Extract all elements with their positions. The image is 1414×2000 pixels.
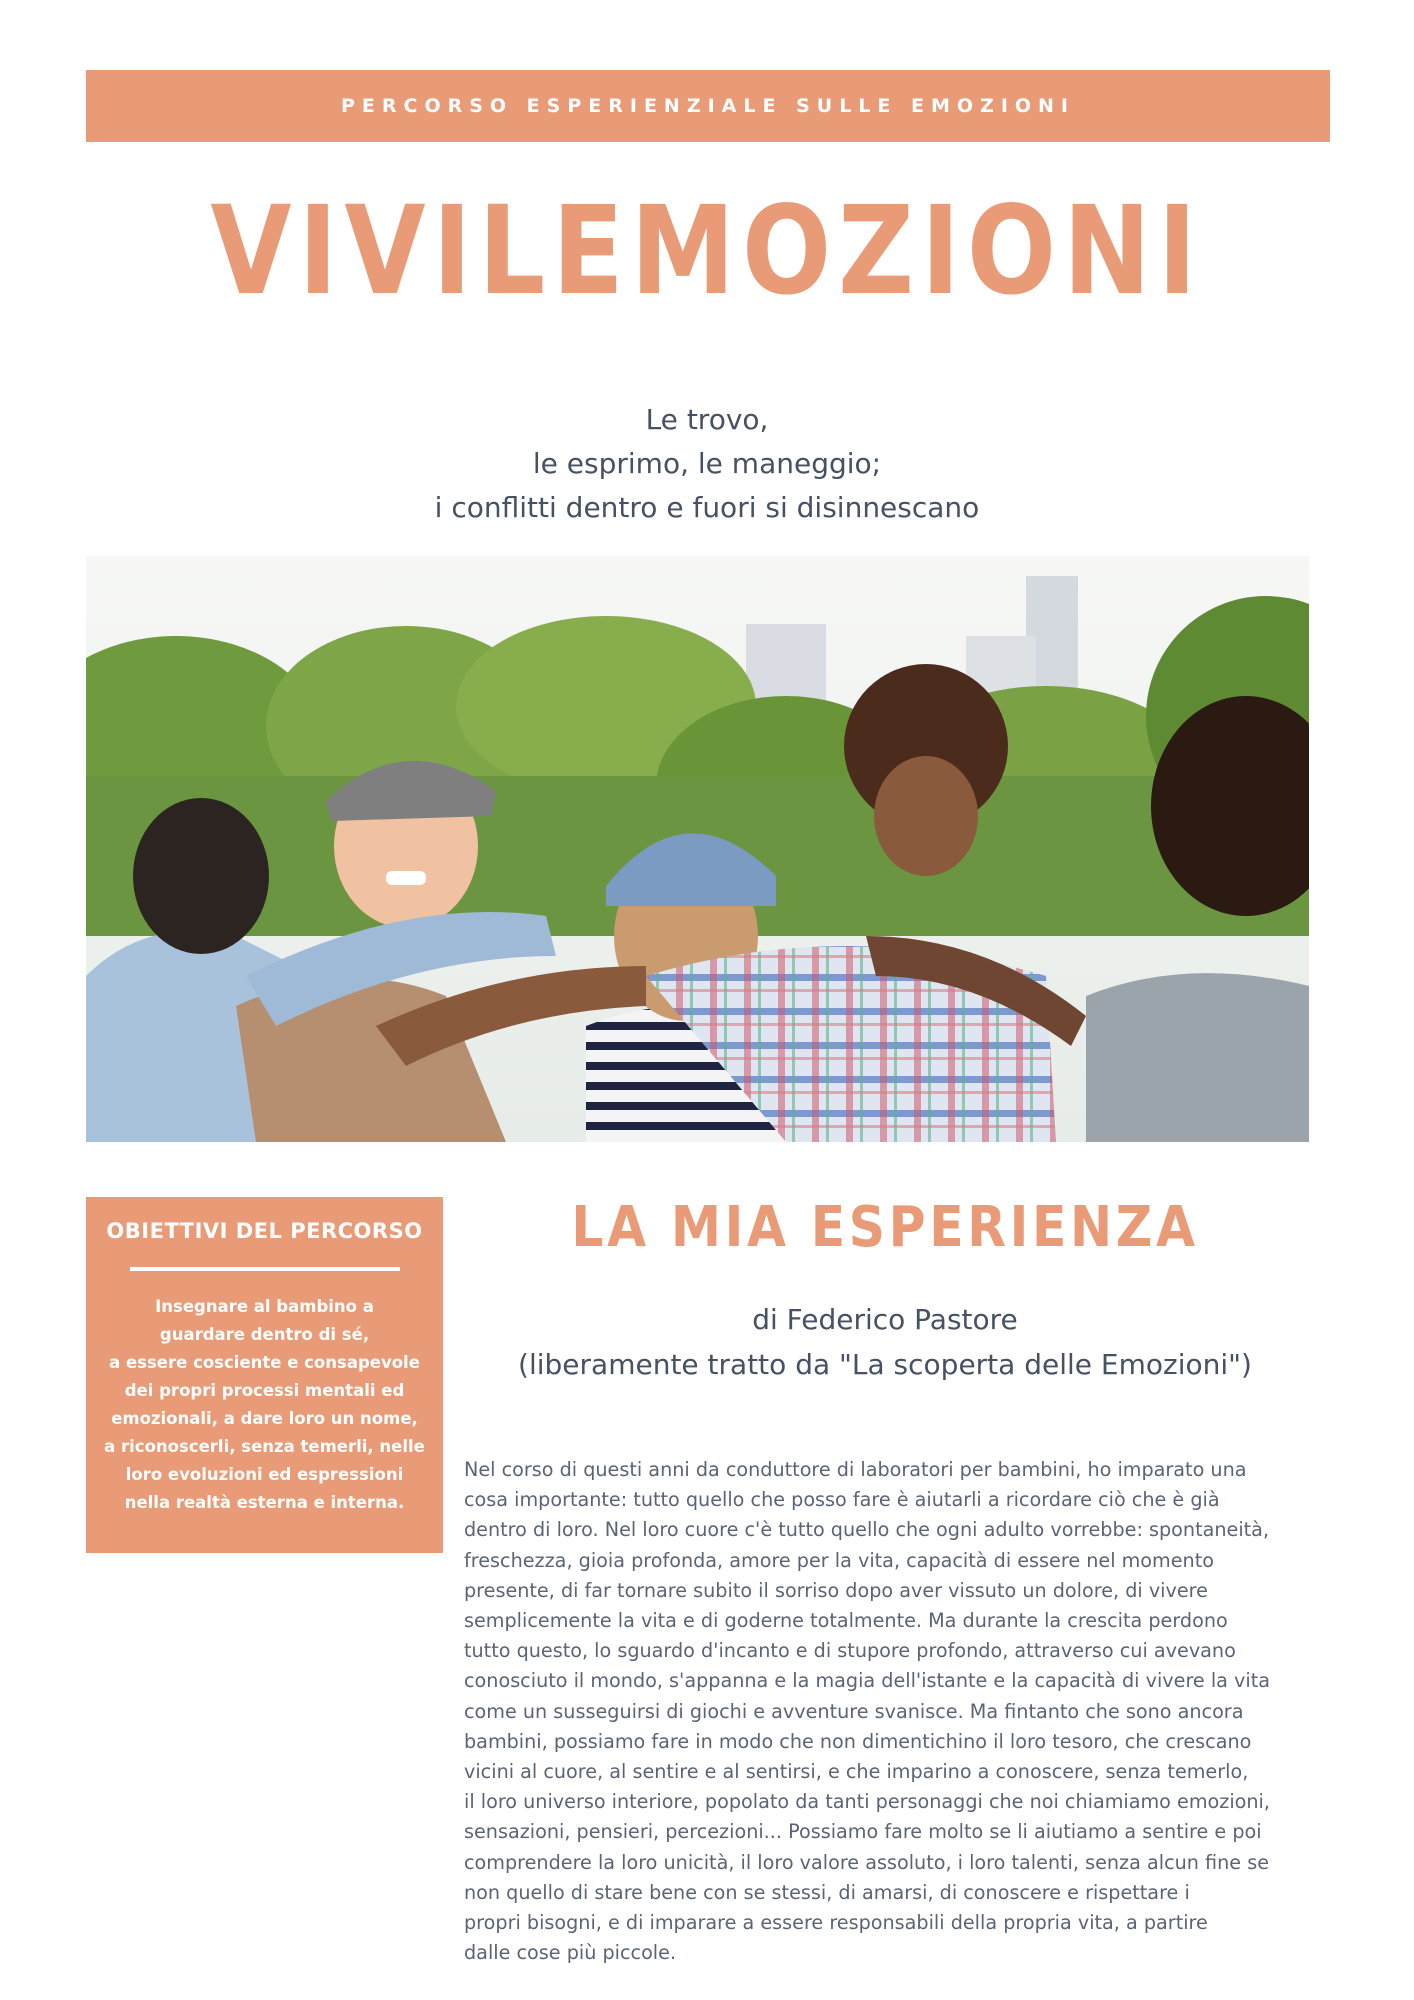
page-title: VIVILEMOZIONI xyxy=(210,180,1204,322)
body-line: dentro di loro. Nel loro cuore c'è tutto quello che ogni adulto vorrebbe: spontaneità, xyxy=(464,1518,1270,1542)
body-line: non quello di stare bene con se stessi, di amarsi, di conoscere e rispettare i xyxy=(464,1880,1190,1904)
body-line: tutto questo, lo sguardo d'incanto e di stupore profondo, attraverso cui avevano xyxy=(464,1639,1236,1663)
author-line: di Federico Pastore xyxy=(752,1303,1018,1336)
body-line: propri bisogni, e di imparare a essere responsabili della propria vita, a partire xyxy=(464,1911,1208,1935)
body-line: Nel corso di questi anni da conduttore di laboratori per bambini, ho imparato una xyxy=(464,1458,1247,1481)
goals-line: a essere cosciente e consapevole xyxy=(109,1353,420,1372)
body-line: freschezza, gioia profonda, amore per la vita, capacità di essere nel momento xyxy=(464,1548,1214,1572)
author-credit xyxy=(460,1297,1310,1387)
goals-line: a riconoscerli, senza temerli, nelle xyxy=(104,1437,425,1456)
goals-title: OBIETTIVI DEL PERCORSO xyxy=(106,1219,423,1243)
experience-body xyxy=(464,1455,1324,1968)
hero-illustration xyxy=(86,556,1309,1142)
body-line: semplicemente la vita e di goderne totalmente. Ma durante la crescita perdono xyxy=(464,1609,1228,1633)
goals-line: Insegnare al bambino a xyxy=(155,1297,374,1316)
goals-line: guardare dentro di sé, xyxy=(159,1325,370,1344)
body-line: comprendere la loro unicità, il loro valore assoluto, i loro talenti, senza alcun fine se xyxy=(464,1850,1269,1874)
subtitle-line: i conflitti dentro e fuori si disinnescano xyxy=(434,491,980,524)
experience-title: LA MIA ESPERIENZA xyxy=(571,1195,1199,1260)
subtitle xyxy=(0,398,1414,530)
body-line: vicini al cuore, al sentire e al sentirsi, e che imparino a conoscere, senza temerlo, xyxy=(464,1760,1249,1784)
goals-divider xyxy=(130,1267,400,1271)
body-line: bambini, possiamo fare in modo che non dimentichino il loro tesoro, che crescano xyxy=(464,1729,1252,1753)
body-line: sensazioni, pensieri, percezioni... Possiamo fare molto se li aiutiamo a sentire e poi xyxy=(464,1820,1262,1844)
body-line: il loro universo interiore, popolato da tanti personaggi che noi chiamiamo emozioni, xyxy=(464,1790,1270,1814)
hero-photo xyxy=(86,556,1309,1142)
goals-line: nella realtà esterna e interna. xyxy=(124,1493,405,1512)
body-line: dalle cose più piccole. xyxy=(464,1941,677,1965)
goals-text xyxy=(86,1293,443,1517)
body-line: come un susseguirsi di giochi e avventure svanisce. Ma fintanto che sono ancora xyxy=(464,1699,1244,1723)
goals-line: loro evoluzioni ed espressioni xyxy=(125,1465,404,1484)
body-line: presente, di far tornare subito il sorriso dopo aver vissuto un dolore, di vivere xyxy=(464,1578,1208,1602)
author-line: (liberamente tratto da "La scoperta delle Emozioni") xyxy=(518,1348,1252,1381)
goals-box xyxy=(86,1197,443,1553)
banner-text: PERCORSO ESPERIENZIALE SULLE EMOZIONI xyxy=(340,95,1076,117)
body-line: cosa importante: tutto quello che posso fare è aiutarli a ricordare ciò che è già xyxy=(464,1488,1220,1512)
body-line: conosciuto il mondo, s'appanna e la magia dell'istante e la capacità di vivere la vita xyxy=(464,1669,1270,1693)
subtitle-line: Le trovo, xyxy=(645,403,769,436)
goals-line: dei propri processi mentali ed xyxy=(124,1381,405,1400)
subtitle-line: le esprimo, le maneggio; xyxy=(532,447,882,480)
goals-line: emozionali, a dare loro un nome, xyxy=(111,1409,418,1428)
top-banner xyxy=(86,70,1330,142)
